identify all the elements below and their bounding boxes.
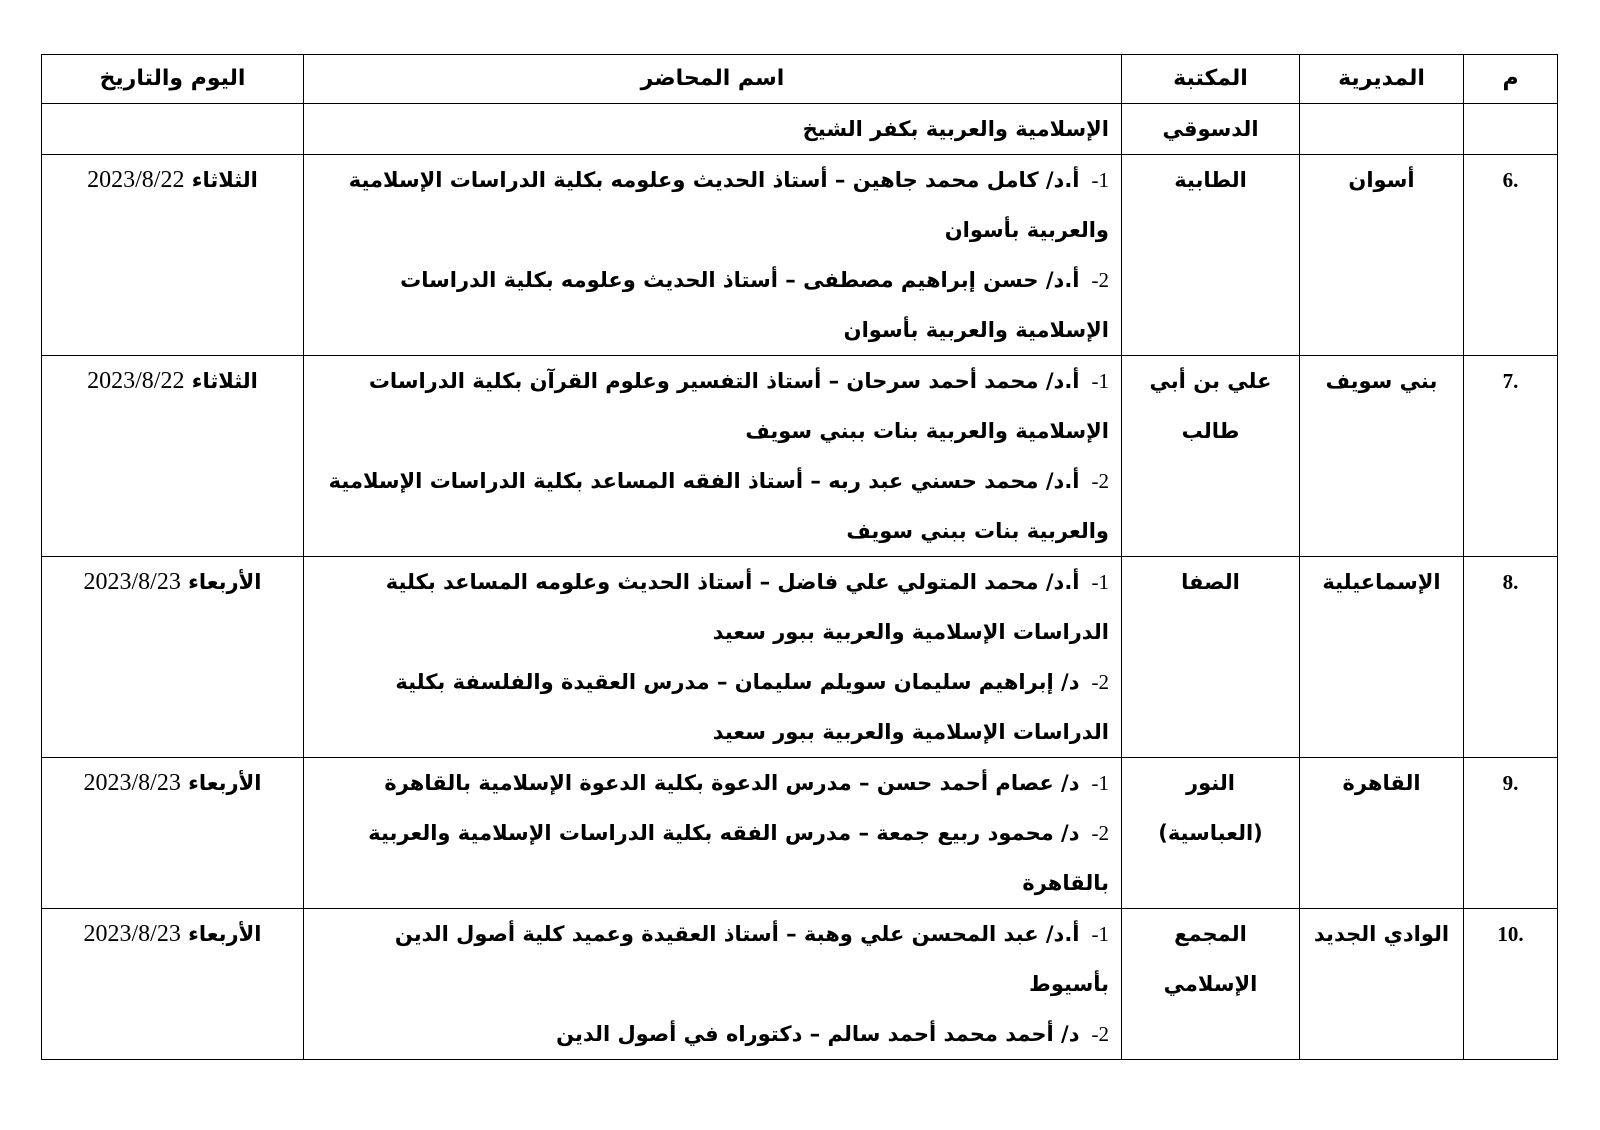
lecturer-number: 2-	[1091, 821, 1109, 845]
lecturer-number: 1-	[1091, 168, 1109, 192]
lecturer-entry	[316, 557, 1109, 657]
table-header-row	[42, 55, 1558, 104]
cell-lecturer	[304, 758, 1122, 909]
lecturer-text: د/ إبراهيم سليمان سويلم سليمان – مدرس العقيدة والفلسفة بكلية الدراسات الإسلامية والعربية ببور سعيد	[395, 670, 1109, 744]
cell-directorate: الوادي الجديد	[1300, 909, 1464, 1060]
cell-date	[42, 909, 304, 1060]
cell-lecturer	[304, 909, 1122, 1060]
date-value: 2023/8/23	[83, 770, 181, 796]
lecturer-number: 1-	[1091, 922, 1109, 946]
lecturer-number: 2-	[1091, 469, 1109, 493]
cell-library: الصفا	[1122, 557, 1300, 758]
cell-directorate: القاهرة	[1300, 758, 1464, 909]
table-row	[42, 909, 1558, 1060]
table-row	[42, 758, 1558, 909]
lecturer-number: 2-	[1091, 670, 1109, 694]
lecturer-entry	[316, 758, 1109, 808]
lecturer-number: 1-	[1091, 771, 1109, 795]
header-num: م	[1464, 55, 1558, 104]
header-date: اليوم والتاريخ	[42, 55, 304, 104]
cell-num: 6.	[1464, 155, 1558, 356]
lecturer-entry	[316, 657, 1109, 757]
cell-num: 10.	[1464, 909, 1558, 1060]
cell-date	[42, 155, 304, 356]
cell-date	[42, 356, 304, 557]
cell-lecturer	[304, 356, 1122, 557]
cell-library: الدسوقي	[1122, 104, 1300, 155]
cell-num: 7.	[1464, 356, 1558, 557]
date-value: 2023/8/23	[83, 569, 181, 595]
table-row-continuation	[42, 104, 1558, 155]
date-value: 2023/8/22	[87, 368, 185, 394]
lecturer-number: 2-	[1091, 268, 1109, 292]
lecturer-text: أ.د/ محمد المتولي علي فاضل – أستاذ الحديث وعلومه المساعد بكلية الدراسات الإسلامية والعربية ببور سعيد	[385, 570, 1109, 644]
lecturer-entry	[316, 456, 1109, 556]
lecturer-text: د/ أحمد محمد أحمد سالم – دكتوراه في أصول الدين	[556, 1022, 1080, 1046]
lecturer-text: د/ محمود ربيع جمعة – مدرس الفقه بكلية الدراسات الإسلامية والعربية بالقاهرة	[368, 821, 1109, 895]
cell-library: النور (العباسية)	[1122, 758, 1300, 909]
lecturer-entry	[316, 909, 1109, 1009]
day-name: الأربعاء	[188, 771, 262, 795]
day-name: الأربعاء	[188, 570, 262, 594]
cell-date	[42, 557, 304, 758]
cell-directorate: أسوان	[1300, 155, 1464, 356]
day-name: الثلاثاء	[191, 369, 258, 393]
lecturer-entry	[316, 808, 1109, 908]
lecturer-text: أ.د/ كامل محمد جاهين – أستاذ الحديث وعلومه بكلية الدراسات الإسلامية والعربية بأسوان	[348, 168, 1109, 242]
cell-date	[42, 758, 304, 909]
lecture-schedule-table	[41, 54, 1558, 1060]
lecturer-entry	[316, 356, 1109, 456]
lecturer-entry	[316, 1009, 1109, 1059]
table-row	[42, 356, 1558, 557]
cell-library: الطابية	[1122, 155, 1300, 356]
lecturer-number: 2-	[1091, 1022, 1109, 1046]
cell-lecturer: الإسلامية والعربية بكفر الشيخ	[304, 104, 1122, 155]
cell-date	[42, 104, 304, 155]
header-directorate: المديرية	[1300, 55, 1464, 104]
header-lecturer: اسم المحاضر	[304, 55, 1122, 104]
lecturer-text: أ.د/ محمد حسني عبد ربه – أستاذ الفقه المساعد بكلية الدراسات الإسلامية والعربية بنات ببني سويف	[328, 469, 1109, 543]
lecturer-entry	[316, 155, 1109, 255]
cell-library: المجمع الإسلامي	[1122, 909, 1300, 1060]
document-page	[42, 54, 1558, 1060]
lecturer-text: د/ عصام أحمد حسن – مدرس الدعوة بكلية الدعوة الإسلامية بالقاهرة	[384, 771, 1080, 795]
lecturer-text: أ.د/ حسن إبراهيم مصطفى – أستاذ الحديث وعلومه بكلية الدراسات الإسلامية والعربية بأسوان	[400, 268, 1109, 342]
day-name: الثلاثاء	[191, 168, 258, 192]
cell-directorate: بني سويف	[1300, 356, 1464, 557]
cell-directorate: الإسماعيلية	[1300, 557, 1464, 758]
cell-num	[1464, 104, 1558, 155]
day-name: الأربعاء	[188, 922, 262, 946]
lecturer-number: 1-	[1091, 570, 1109, 594]
table-row	[42, 155, 1558, 356]
header-library: المكتبة	[1122, 55, 1300, 104]
cell-lecturer	[304, 155, 1122, 356]
cell-num: 8.	[1464, 557, 1558, 758]
lecturer-text: أ.د/ محمد أحمد سرحان – أستاذ التفسير وعلوم القرآن بكلية الدراسات الإسلامية والعربية بنات ببني سويف	[368, 369, 1109, 443]
cell-directorate	[1300, 104, 1464, 155]
cell-lecturer	[304, 557, 1122, 758]
cell-num: 9.	[1464, 758, 1558, 909]
lecturer-text: أ.د/ عبد المحسن علي وهبة – أستاذ العقيدة وعميد كلية أصول الدين بأسيوط	[394, 922, 1109, 996]
date-value: 2023/8/23	[83, 921, 181, 947]
date-value: 2023/8/22	[87, 167, 185, 193]
lecturer-entry	[316, 255, 1109, 355]
cell-library: علي بن أبي طالب	[1122, 356, 1300, 557]
lecturer-number: 1-	[1091, 369, 1109, 393]
table-row	[42, 557, 1558, 758]
